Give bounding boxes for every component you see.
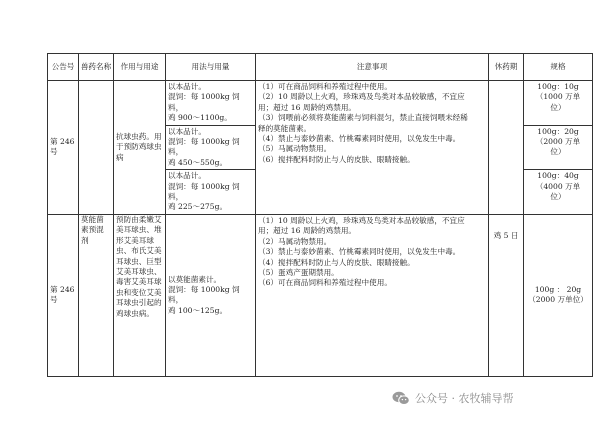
withdrawal-cell [489,81,524,215]
header-spec: 规格 [524,54,593,81]
header-dosage: 用法与用量 [166,54,256,81]
watermark [392,389,514,407]
notes-cell: （1）10 周龄以上火鸡，珍珠鸡及鸟类对本品较敏感，不宜应 用；超过 16 周龄的鸡禁用。 （2）马属动物禁用。 （3）禁止与泰妙菌素、竹桃霉素同时使用，以免发生中毒。 （4）搅拌配料时防止与人的皮肤、眼睛接触。 （5）蛋鸡产蛋期禁用。 （6）可在商品饲料和养殖过程中使用。 [256,214,489,376]
spec-cell: 100g：40g （4000 万单 位） [524,170,593,215]
announcement-cell: 第 246 号 [48,81,79,215]
header-usage: 作用与用途 [114,54,166,81]
header-withdrawal: 休药期 [489,54,524,81]
dosage-cell: 以本品计。 混饲：每 1000kg 饲料， 鸡 450～550g。 [166,125,256,170]
notes-cell: （1）可在商品饲料和养殖过程中使用。 （2）10 周龄以上火鸡，珍珠鸡及鸟类对本品较敏感，不宜应 用；超过 16 周龄的鸡禁用。 （3）饲喂前必须将莫能菌素与饲料混匀，禁止直接饲喂未经稀 释的莫能菌素。 （4）禁止与泰妙菌素、竹桃霉素同时使用，以免发生中毒。 （5）马属动物禁用。 （6）搅拌配料时防止与人的皮肤、眼睛接触。 [256,81,489,215]
withdrawal-cell: 鸡 5 日 [489,214,524,376]
spec-cell: 100g：20g （2000 万单 位） [524,125,593,170]
header-drug-name: 兽药名称 [79,54,114,81]
watermark-text: 公众号 · 农牧辅导帮 [415,392,514,405]
usage-cell: 预防由柔嫩艾美耳球虫、堆形艾美耳球虫、布氏艾美耳球虫、巨型艾美耳球虫、毒害艾美耳球虫和变位艾美耳球虫引起的鸡球虫病。 [114,214,166,376]
dosage-cell: 以本品计。 混饲：每 1000kg 饲料， 鸡 900～1100g。 [166,81,256,126]
table-header-row [48,54,593,81]
drug-name-cell [79,81,114,215]
usage-cell: 抗球虫药。用于预防鸡球虫病 [114,81,166,215]
dosage-cell: 以莫能菌素计。 混饲：每 1000kg 饲料， 鸡 100～125g。 [166,214,256,376]
header-announcement: 公告号 [48,54,79,81]
table-row [48,214,593,376]
announcement-cell: 第 246 号 [48,214,79,376]
table-row [48,81,593,126]
header-notes: 注意事项 [256,54,489,81]
drug-info-table [47,53,593,377]
spec-cell: 100g ： 20g （2000 万单位） [524,214,593,376]
wechat-icon [392,391,410,406]
drug-name-cell: 莫能菌素预混剂 [79,214,114,376]
dosage-cell: 以本品计。 混饲：每 1000kg 饲料， 鸡 225～275g。 [166,170,256,215]
spec-cell: 100g：10g （1000 万单 位） [524,81,593,126]
